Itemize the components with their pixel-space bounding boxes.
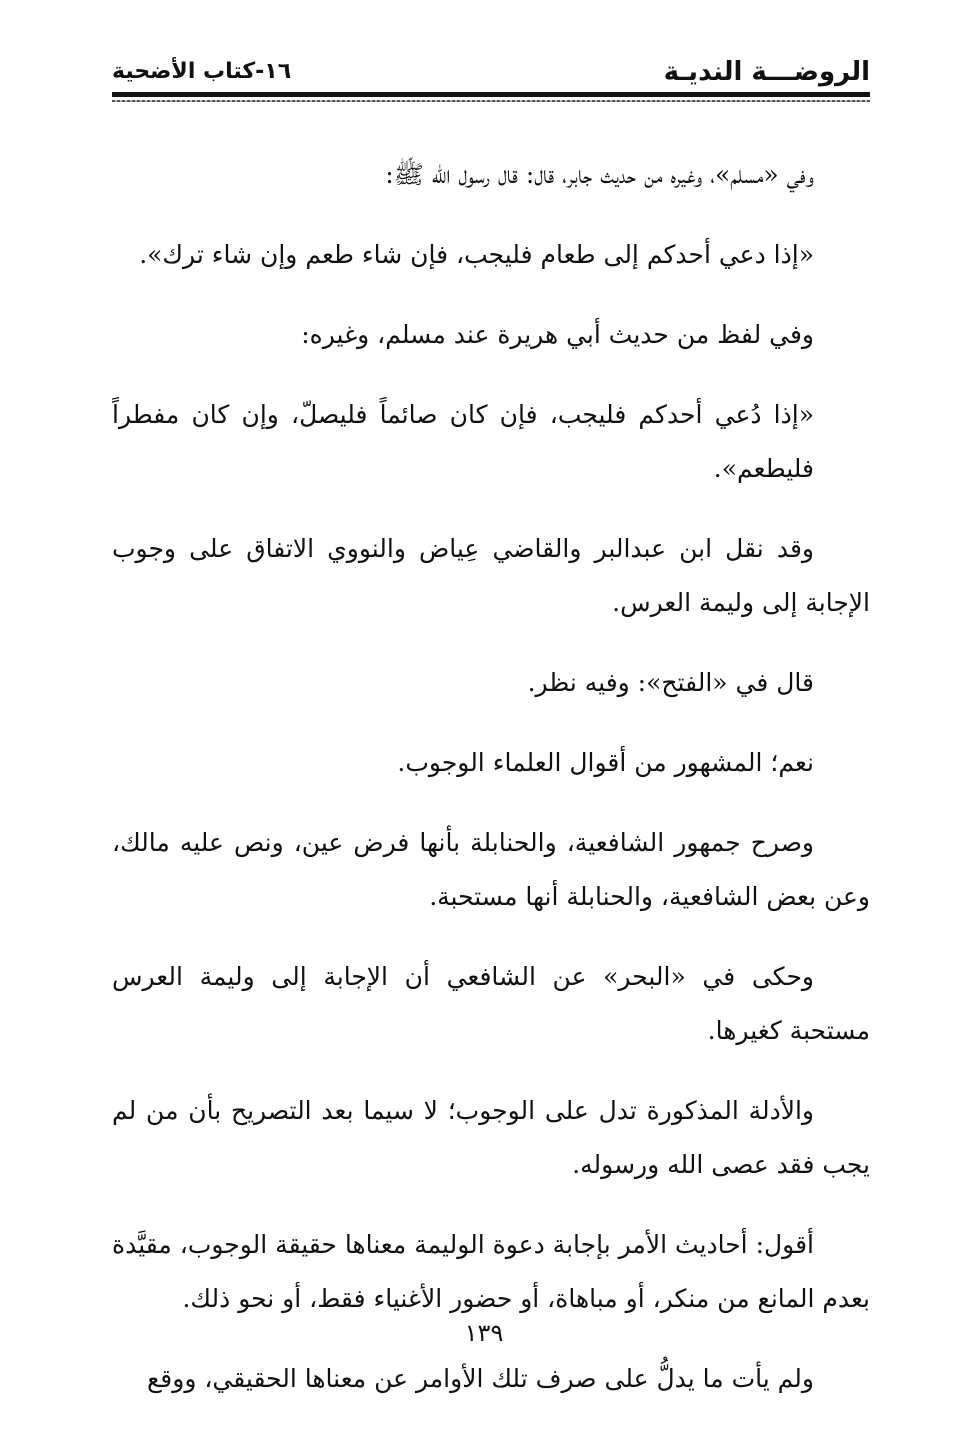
paragraph: نعم؛ المشهور من أقوال العلماء الوجوب.	[397, 748, 814, 777]
paragraph: أقول: أحاديث الأمر بإجابة دعوة الوليمة معناها حقيقة الوجوب، مقيَّدة بعدم المانع من منكر، أو مباهاة، أو حضور الأغنياء فقط، أو نحو ذلك.	[112, 1230, 870, 1313]
paragraph: قال في «الفتح»: وفيه نظر.	[527, 668, 814, 697]
book-title: الروضـــة النديـة	[663, 57, 870, 87]
chapter-title: ١٦-كتاب الأضحية	[112, 59, 292, 84]
header-rule-thin	[112, 100, 870, 102]
paragraph: ولم يأت ما يدلُّ على صرف تلك الأوامر عن معناها الحقيقي، ووقع	[147, 1364, 814, 1393]
paragraph: والأدلة المذكورة تدل على الوجوب؛ لا سيما بعد التصريح بأن من لم يجب فقد عصى الله ورسوله.	[112, 1096, 870, 1179]
running-header	[112, 52, 870, 92]
paragraph: وصرح جمهور الشافعية، والحنابلة بأنها فرض عين، ونص عليه مالك، وعن بعض الشافعية، والحنابلة أنها مستحبة.	[112, 828, 870, 911]
paragraph: وحكى في «البحر» عن الشافعي أن الإجابة إلى وليمة العرس مستحبة كغيرها.	[112, 962, 870, 1045]
hadith-quote: «إذا دُعي أحدكم فليجب، فإن كان صائماً فليصلّ، وإن كان مفطراً فليطعم».	[112, 400, 814, 483]
paragraph: وقد نقل ابن عبدالبر والقاضي عِياض والنووي الاتفاق على وجوب الإجابة إلى وليمة العرس.	[112, 534, 870, 617]
page-number: ١٣٩	[464, 1319, 504, 1347]
header-rule-thick	[112, 92, 870, 97]
body-text	[112, 148, 870, 1432]
paragraph: وفي «مسلم»، وغيره من حديث جابر، قال: قال رسول الله ﷺ:	[385, 160, 814, 189]
hadith-quote: «إذا دعي أحدكم إلى طعام فليجب، فإن شاء طعم وإن شاء ترك».	[139, 240, 814, 269]
paragraph: وفي لفظ من حديث أبي هريرة عند مسلم، وغيره:	[301, 320, 814, 349]
